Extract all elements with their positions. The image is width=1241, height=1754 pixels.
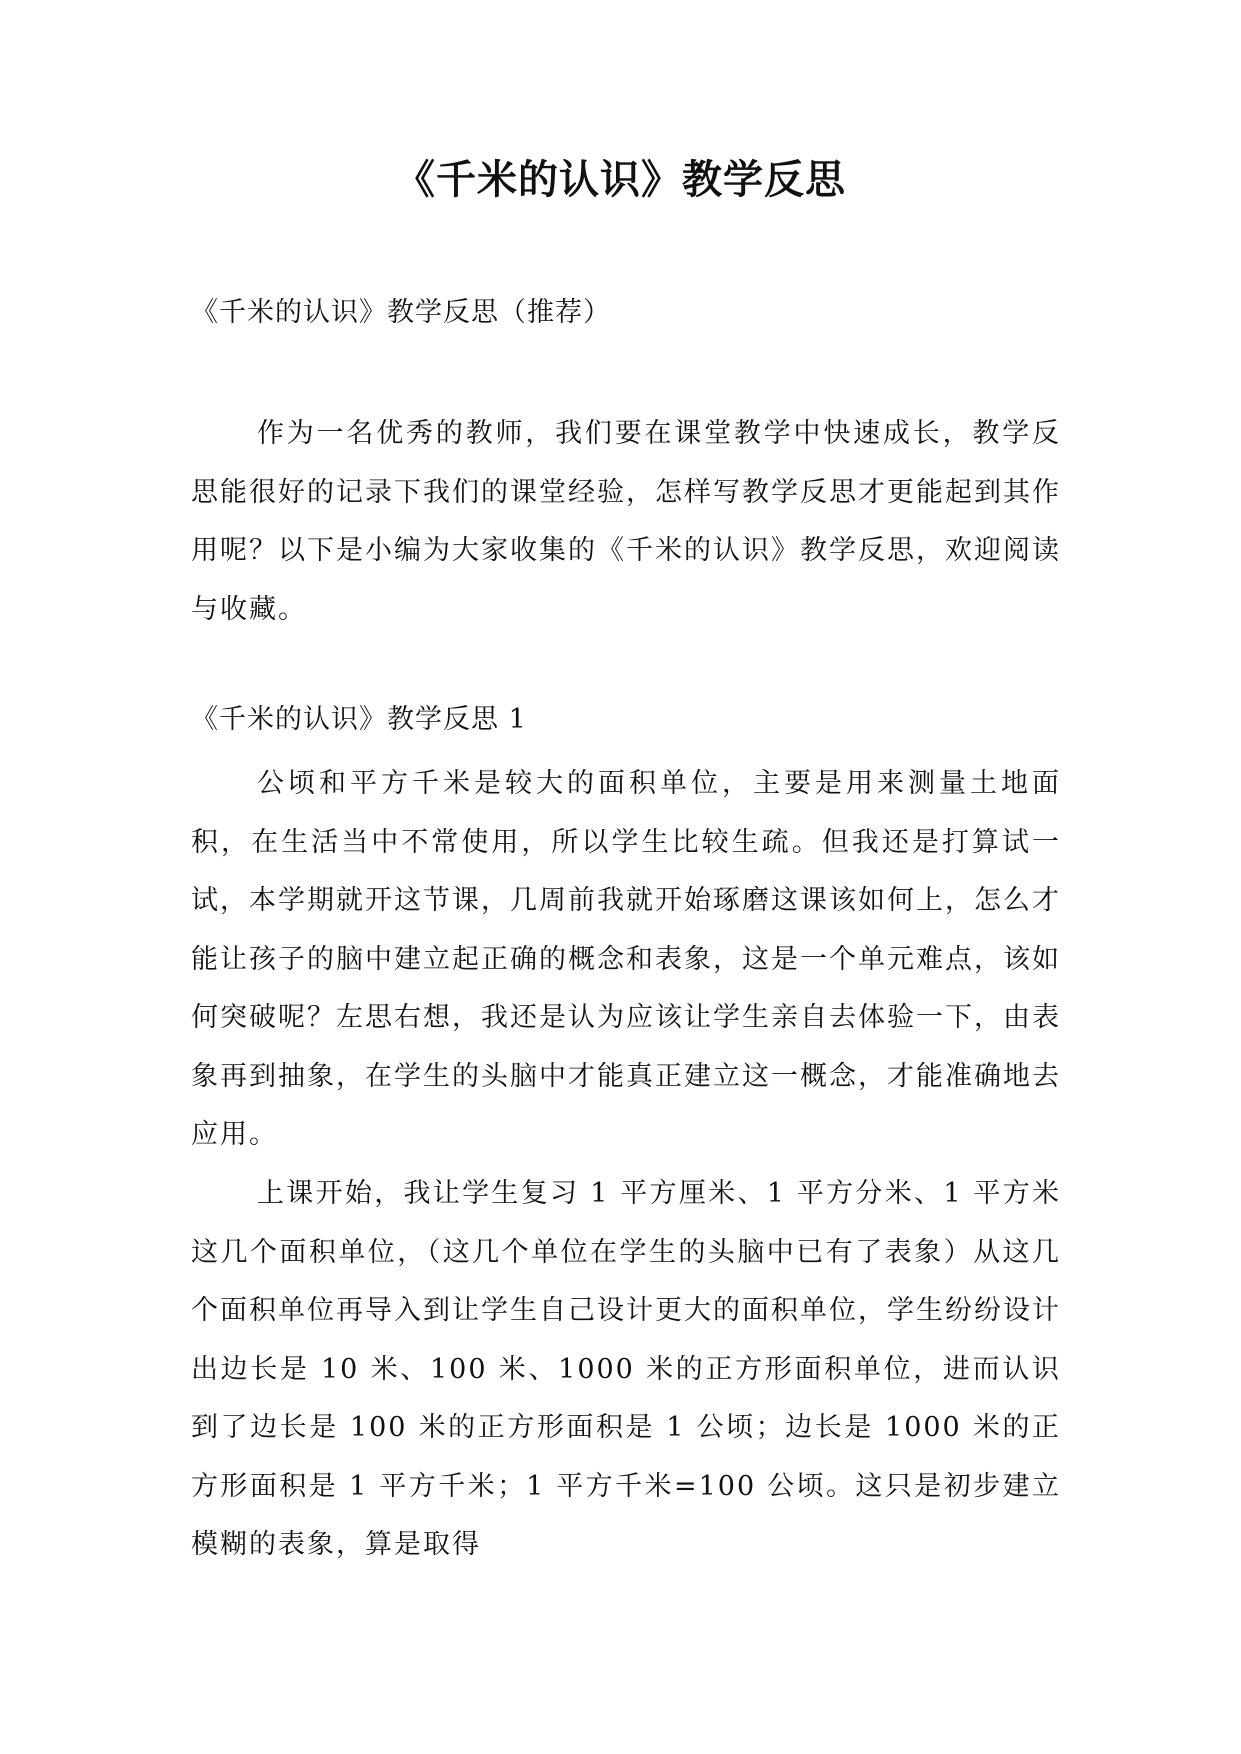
body-paragraph-1: 公顷和平方千米是较大的面积单位，主要是用来测量土地面积，在生活当中不常使用，所以学生比较生疏。但我还是打算试一试，本学期就开这节课，几周前我就开始琢磨这课该如何上，怎么才能让孩子的脑中建立起正确的概念和表象，这是一个单元难点，该如何突破呢？左思右想，我还是认为应该让学生亲自去体验一下，由表象再到抽象，在学生的头脑中才能真正建立这一概念，才能准确地去应用。 [191,768,1061,1150]
document-title: 《千米的认识》教学反思 [395,157,846,203]
body-paragraph-2: 上课开始，我让学生复习 1 平方厘米、1 平方分米、1 平方米这几个面积单位，（这几个单位在学生的头脑中已有了表象）从这几个面积单位再导入到让学生自己设计更大的面积单位，学生纷纷设计出边长是 10 米、100 米、1000 米的正方形面积单位，进而认识到了边长是 100 米的正方形面积是 1 公顷；边长是 1000 米的正方形面积是 1 平方千米；1 平方千米=100 公顷。这只是初步建立模糊的表象，算是取得 [191,1178,1061,1560]
intro-paragraph: 作为一名优秀的教师，我们要在课堂教学中快速成长，教学反思能很好的记录下我们的课堂经验，怎样写教学反思才更能起到其作用呢？以下是小编为大家收集的《千米的认识》教学反思，欢迎阅读与收藏。 [191,418,1061,625]
section-heading: 《千米的认识》教学反思 1 [191,704,527,735]
document-subtitle: 《千米的认识》教学反思（推荐） [191,297,611,328]
